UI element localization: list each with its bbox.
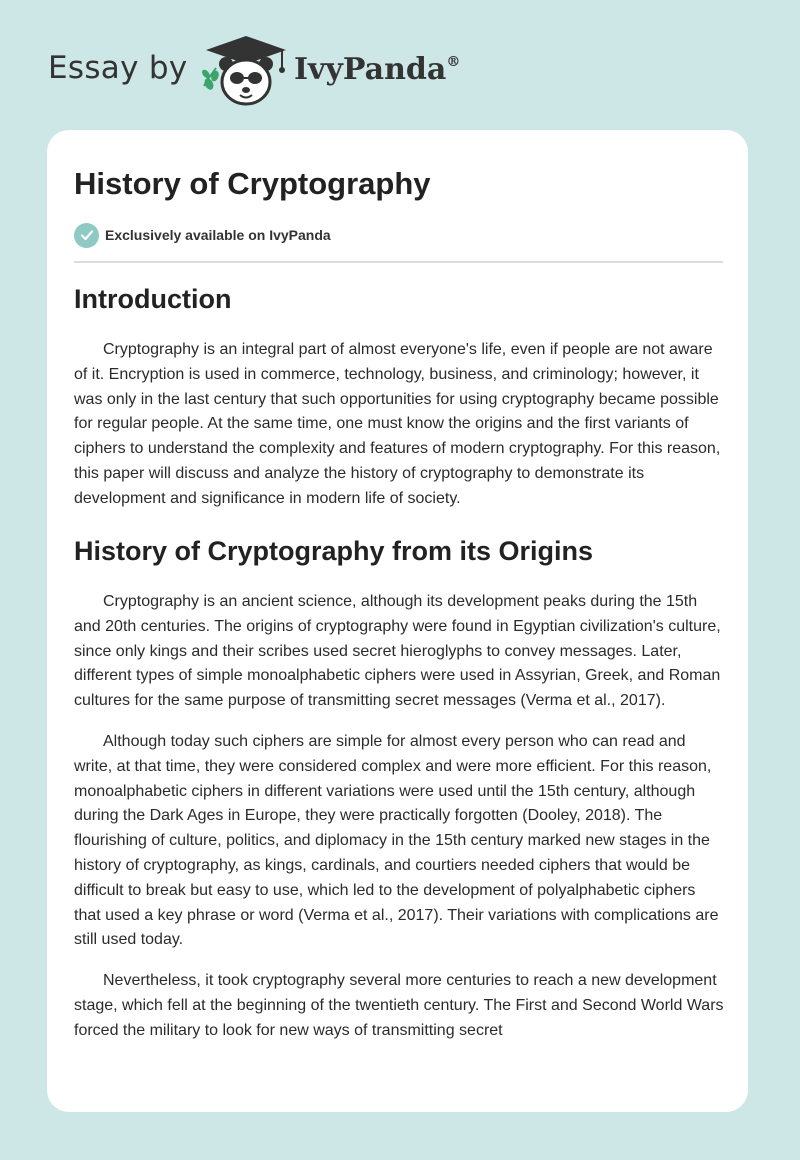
paragraph: Nevertheless, it took cryptography several more centuries to reach a new development stage, which fell at the beginning of the twentieth century. The First and Second World Wars forced the military to look for new ways of transmitting secret	[74, 972, 724, 1039]
divider	[74, 261, 723, 263]
paragraph: Although today such ciphers are simple for almost every person who can read and write, at that time, they were considered complex and were more efficient. For this reason, monoalphabetic ciphers in different variations were used until the 15th century, although during the Dark Ages in Europe, they were practically forgotten (Dooley, 2018). The flourishing of culture, politics, and diplomacy in the 15th century marked new stages in the history of cryptography, as kings, cardinals, and courtiers needed ciphers that would be difficult to break but easy to use, which led to the development of polyalphabetic ciphers that used a key phrase or word (Verma et al., 2017). Their variations with complications are still used today.	[74, 732, 719, 949]
site-header	[0, 0, 800, 130]
section-history-origins	[74, 536, 724, 1044]
check-icon	[74, 223, 99, 248]
paragraph: Cryptography is an integral part of almost everyone's life, even if people are not aware of it. Encryption is used in commerce, technology, business, and criminology; however, it was only in the last century that such opportunities for using cryptography became possible for regular people. At the same time, one must know the origins and the first variants of ciphers to understand the complexity and features of modern cryptography. For this reason, this paper will discuss and analyze the history of cryptography to demonstrate its development and significance in modern life of society.	[74, 341, 721, 507]
section-heading: Introduction	[74, 284, 232, 314]
registered-mark: ®	[446, 54, 461, 70]
paragraph: Cryptography is an ancient science, although its development peaks during the 15th and 20th centuries. The origins of cryptography were found in Egyptian civilization's culture, since only kings and their scribes used secret hieroglyphs to convey messages. Later, different types of simple monoalphabetic ciphers were used in Assyrian, Greek, and Roman cultures for the same purpose of transmitting secret messages (Verma et al., 2017).	[74, 593, 721, 710]
page-title: History of Cryptography	[74, 166, 431, 201]
section-heading: History of Cryptography from its Origins	[74, 536, 594, 566]
badge-label: Exclusively available on IvyPanda	[105, 227, 331, 243]
panda-logo-icon[interactable]	[200, 34, 292, 110]
section-introduction	[74, 284, 724, 512]
essay-card	[47, 130, 748, 1112]
exclusive-badge	[74, 222, 331, 248]
brand-name[interactable]	[294, 52, 460, 87]
brand-text: IvyPanda	[294, 52, 447, 87]
essay-by-label: Essay by	[48, 50, 188, 86]
